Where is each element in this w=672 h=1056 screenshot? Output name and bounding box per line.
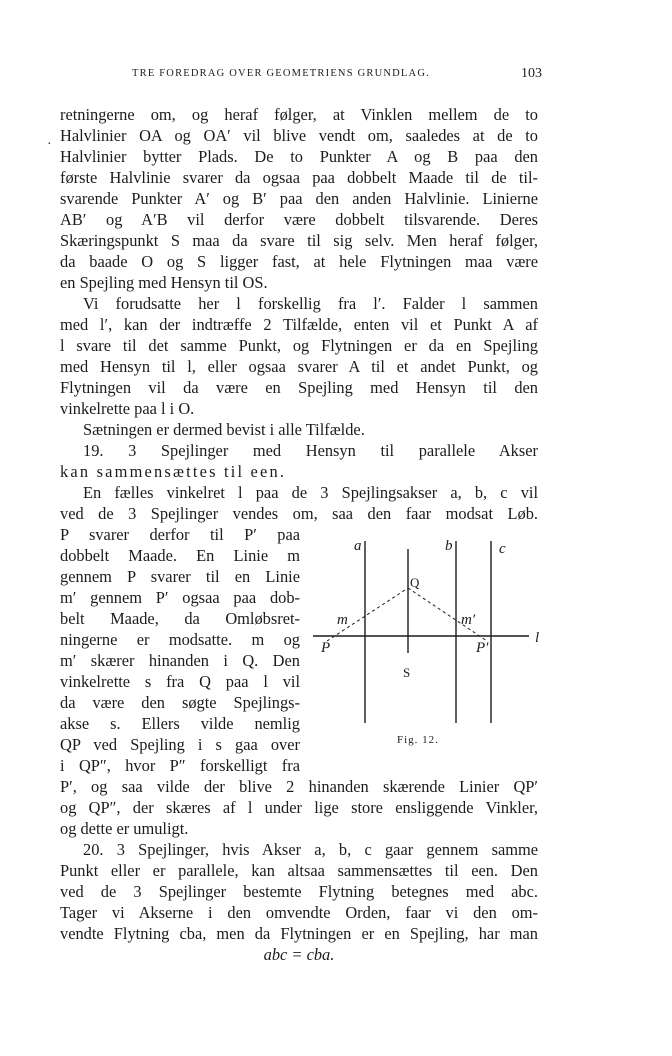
text-line: Punkt eller er parallele, kan altsaa sammensættes til een. Den [60,861,538,880]
text-line: dobbelt Maade. En Linie m [60,546,300,565]
figure-12 [305,535,545,755]
text-line: første Halvlinie svarer da ogsaa paa dobbelt Maade til de til- [60,168,538,187]
text-line: retningerne om, og heraf følger, at Vinklen mellem de to [60,105,538,124]
section-heading: 19. 3 Spejlinger med Hensyn til parallele Akser [83,441,538,460]
text-line: vendte Flytning cba, men da Flytningen er en Spejling, har man [60,924,538,943]
text-line: AB′ og A′B vil derfor være dobbelt tilsvarende. Deres [60,210,538,229]
label-a: a [354,538,362,554]
text-line: med l′, kan der indtræffe 2 Tilfælde, enten vil et Punkt A af [60,315,538,334]
text-line: ningerne er modsatte. m og [60,630,300,649]
text-line: m′ gennem P′ ogsaa paa dob- [60,588,300,607]
text-line: l svare til det samme Punkt, og Flytningen er da en Spejling [60,336,538,355]
margin-mark: · [47,137,52,152]
label-q: Q [410,575,420,590]
text-line: da baade O og S ligger fast, at hele Flytningen maa være [60,252,538,271]
label-m: m [337,612,348,628]
text-line: akse s. Ellers vilde nemlig [60,714,300,733]
text-line: ved de 3 Spejlinger vendes om, saa den faar modsat Løb. [60,504,538,523]
text-line: Halvlinier OA og OA′ vil blive vendt om, saaledes at de to [60,126,538,145]
text-line: og QP″, der skæres af l under lige store ensliggende Vinkler, [60,798,538,817]
text-line: Vi forudsatte her l forskellig fra l′. Falder l sammen [83,294,538,313]
page-number: 103 [521,66,542,81]
figure-caption: Fig. 12. [397,734,439,746]
text-line: Halvlinier bytter Plads. De to Punkter A og B paa den [60,147,538,166]
label-s: S [403,665,411,680]
text-line: vinkelrette s fra Q paa l vil [60,672,300,691]
label-p-prime: P′ [476,640,489,656]
line-m-prime [408,588,487,641]
text-line: Flytningen vil da være en Spejling med Hensyn til den [60,378,538,397]
text-line: 20. 3 Spejlinger, hvis Akser a, b, c gaar gennem samme [83,840,538,859]
text-line: Skæringspunkt S maa da svare til sig selv. Men heraf følger, [60,231,538,250]
text-line: og dette er umuligt. [60,819,189,838]
label-p: P [321,640,331,656]
text-line: En fælles vinkelret l paa de 3 Spejlingsakser a, b, c vil [83,483,538,502]
label-c: c [499,541,506,557]
text-line: QP ved Spejling i s gaa over [60,735,300,754]
label-b: b [445,538,453,554]
label-m-prime: m′ [461,612,476,628]
text-line: svarende Punkter A′ og B′ paa den anden Halvlinie. Linierne [60,189,538,208]
text-line: da være den søgte Spejlings- [60,693,300,712]
text-line: belt Maade, da Omløbsret- [60,609,300,628]
text-line: m′ skærer hinanden i Q. Den [60,651,300,670]
text-line: i QP″, hvor P″ forskelligt fra [60,756,300,775]
text-line: gennem P svarer til en Linie [60,567,300,586]
section-heading: kan sammensættes til een. [60,462,287,481]
running-header [60,68,542,84]
text-line: med Hensyn til l, eller ogsaa svarer A til et andet Punkt, og [60,357,538,376]
text-line: en Spejling med Hensyn til OS. [60,273,268,292]
text-line: P svarer derfor til P′ paa [60,525,300,544]
text-line: Tager vi Akserne i den omvendte Orden, faar vi den om- [60,903,538,922]
running-title: TRE FOREDRAG OVER GEOMETRIENS GRUNDLAG. [132,68,430,79]
formula: abc = cba. [263,945,335,964]
text-line: ved de 3 Spejlinger bestemte Flytning betegnes med abc. [60,882,538,901]
text-line: vinkelrette paa l i O. [60,399,195,418]
text-line: P′, og saa vilde der blive 2 hinanden skærende Linier QP′ [60,777,538,796]
label-l: l [535,630,540,646]
figure-diagram [305,535,545,755]
text-line: Sætningen er dermed bevist i alle Tilfælde. [83,420,365,439]
